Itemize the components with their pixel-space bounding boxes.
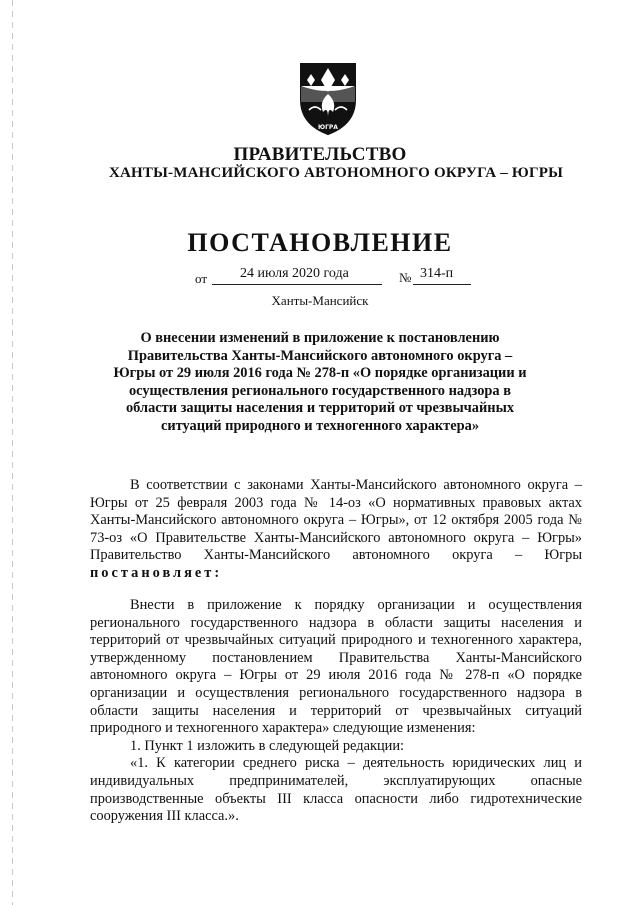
region-name: ХАНТЫ-МАНСИЙСКОГО АВТОНОМНОГО ОКРУГА – ЮГРЫ [108,165,563,181]
government-name: ПРАВИТЕЛЬСТВО [233,144,407,165]
emblem-inscription: ЮГРА [318,124,338,131]
preamble-text [90,477,582,583]
khmao-coat-of-arms-icon [295,58,361,138]
document-city: Ханты-Мансийск [271,293,369,308]
amendment-quote: «1. К категории среднего риска – деятельность юридических лиц и индивидуальных предпринимателей, эксплуатирующих опасные производственные объекты III класса опасности либо гидротехнические сооружения III класса.». [90,755,582,825]
document-date: 24 июля 2020 года [240,266,349,281]
decree-word: постановляет: [90,564,223,581]
amendment-section [90,597,582,826]
date-number-line [195,266,495,288]
amendment-item-1: 1. Пункт 1 изложить в следующей редакции: [130,737,405,754]
number-prefix: № [399,270,412,285]
date-prefix: от [195,271,208,286]
date-underline [212,284,382,285]
amendment-intro: Внести в приложение к порядку организации и осуществления регионального государственного надзора в области защиты населения и территорий от чрезвычайных ситуаций природного и техногенного характера, утвержденному постановлением Правительства Ханты-Мансийского автономного округа – Югры от 29 июля 2016 года № 278-п «О порядке организации и осуществления регионального государственного надзора в области защиты населения и территорий от чрезвычайных ситуаций природного и техногенного характера» следующие изменения: [90,597,582,737]
preamble-paragraph [90,477,582,583]
document-number: 314-п [420,266,454,281]
number-underline [413,284,471,285]
scan-edge-artifact [12,0,13,905]
document-type-title: ПОСТАНОВЛЕНИЕ [187,228,453,257]
document-subject: О внесении изменений в приложение к постановлению Правительства Ханты-Мансийского автономного округа – Югры от 29 июля 2016 года № 278-п «О порядке организации и осуществления регионального государственного надзора в области защиты населения и территорий от чрезвычайных ситуаций природного и техногенного характера» [113,330,527,434]
preamble-body: В соответствии с законами Ханты-Мансийского автономного округа – Югры от 25 февраля 2003 года № 14-оз «О нормативных правовых актах Ханты-Мансийского автономного округа – Югры», от 12 октября 2005 года № 73-оз «О Правительстве Ханты-Мансийского автономного округа – Югры» Правительство Ханты-Мансийского автономного округа – Югры [90,477,582,564]
